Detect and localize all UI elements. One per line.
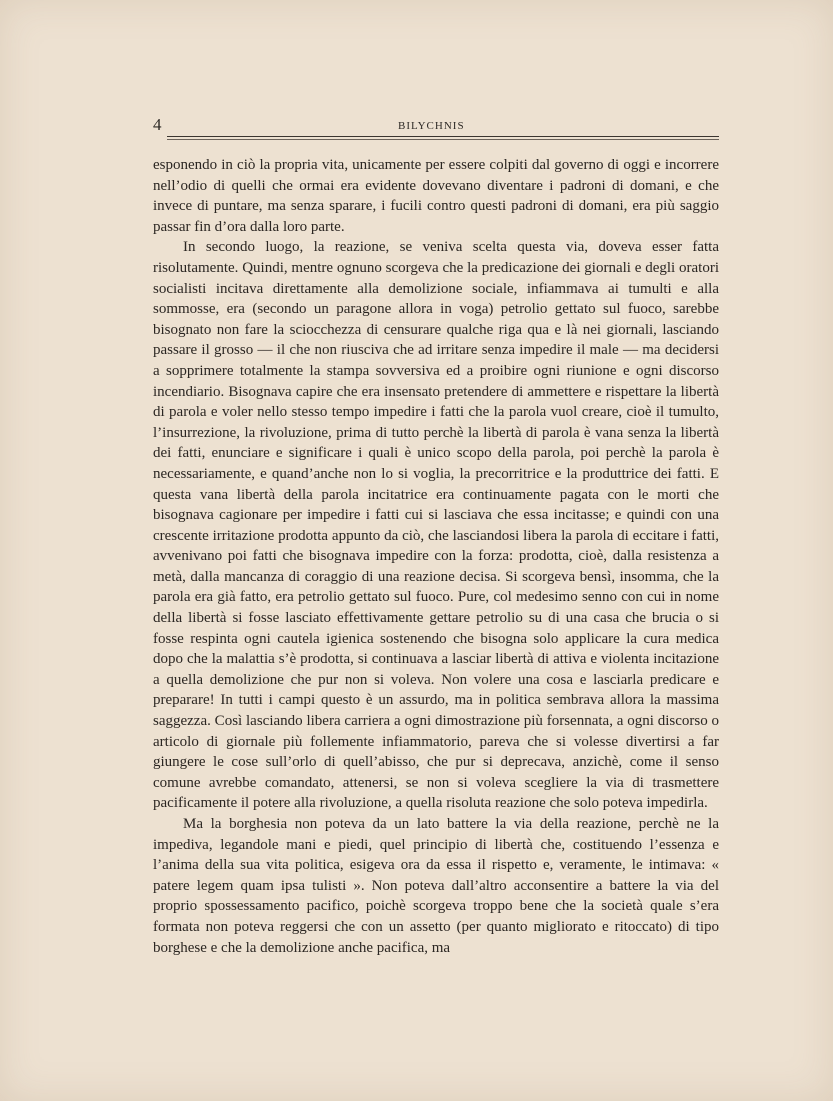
header-rule-thin bbox=[167, 139, 719, 140]
page-header bbox=[153, 115, 719, 145]
running-title: BILYCHNIS bbox=[398, 120, 465, 132]
body-text bbox=[153, 155, 719, 958]
page-number: 4 bbox=[153, 115, 162, 134]
paragraph-2: In secondo luogo, la reazione, se veniva scelta questa via, doveva esser fatta risolutamente. Quindi, mentre ognuno scorgeva che la predicazione dei giornali e degli oratori socialisti incitava direttamente alla demolizione sociale, infiammava ai tumulti e alla sommosse, era (secondo un paragone allora in voga) petrolio gettato sul fuoco, sarebbe bisognato non fare la sciocchezza di censurare qualche riga qua e là nei giornali, lasciando passare il grosso — il che non riusciva che ad irritare senza impedire il male — ma decidersi a sopprimere totalmente la stampa sovversiva ed a proibire ogni riunione e ogni discorso incendiario. Bisognava capire che era insensato pretendere di ammettere e rispettare la libertà di parola e voler nello stesso tempo impedire i fatti che la parola vuol creare, cioè il tumulto, l’insurrezione, la rivoluzione, prima di tutto perchè la libertà di parola è vana senza la libertà dei fatti, enunciare e significare i quali è unico scopo della parola, poi perchè la parola è necessariamente, e quand’anche non lo si voglia, la precorritrice e la produttrice dei fatti. E questa vana libertà della parola incitatrice era continuamente pagata con le morti che bisognava cagionare per impedire i fatti cui si lasciava che essa incitasse; e quindi con una crescente irritazione prodotta appunto da ciò, che lasciandosi libera la parola di eccitare i fatti, avvenivano poi fatti che bisognava impedire con la forza: prodotta, cioè, dalla resistenza a metà, dalla mancanza di coraggio di una reazione decisa. Si scorgeva bensì, insomma, che la parola era già fatto, era petrolio gettato sul fuoco. Pure, col medesimo senno con cui in nome della libertà si fosse lasciato effettivamente gettare petrolio su di una casa che brucia o si fosse respinta ogni cautela igienica sostenendo che bisogna solo applicare la cura medica dopo che la malattia s’è prodotta, si continuava a lasciar libertà di attiva e violenta incitazione a quella demolizione che pur non si voleva. Non volere una cosa e lasciarla predicare e preparare! In tutti i campi questo è un assurdo, ma in politica sembrava allora la massima saggezza. Così lasciando libera carriera a ogni dimostrazione più forsennata, a ogni discorso o articolo di giornale più follemente infiammatorio, pareva che si volesse divertirsi a far giungere le cose sull’orlo di quell’abisso, che pur si deprecava, anzichè, come il senso comune avrebbe comandato, attenersi, se non si voleva scegliere la via di trasmettere pacificamente il potere alla rivoluzione, a quella risoluta reazione che solo poteva impedirla. bbox=[153, 239, 719, 812]
paragraph-3: Ma la borghesia non poteva da un lato battere la via della reazione, perchè ne la impediva, legandole mani e piedi, quel principio di libertà che, costituendo l’essenza e l’anima della sua vita politica, esigeva ora da essa il rispetto e, veramente, le intimava: « patere legem quam ipsa tulisti ». Non poteva dall’altro acconsentire a battere la via del proprio spossessamento pacifico, poichè scorgeva troppo bene che la società quale s’era formata non poteva reggersi che con un assetto (per quanto migliorato e ritoccato) di tipo borghese e che la demolizione anche pacifica, ma bbox=[153, 816, 719, 956]
header-rule bbox=[167, 136, 719, 137]
paragraph-1: esponendo in ciò la propria vita, unicamente per essere colpiti dal governo di oggi e incorrere nell’odio di quelli che ormai era evidente dovevano diventare i padroni di domani, e che invece di puntare, ma senza sparare, i fucili contro questi padroni di domani, era più saggio passar fin d’ora dalla loro parte. bbox=[153, 157, 719, 235]
